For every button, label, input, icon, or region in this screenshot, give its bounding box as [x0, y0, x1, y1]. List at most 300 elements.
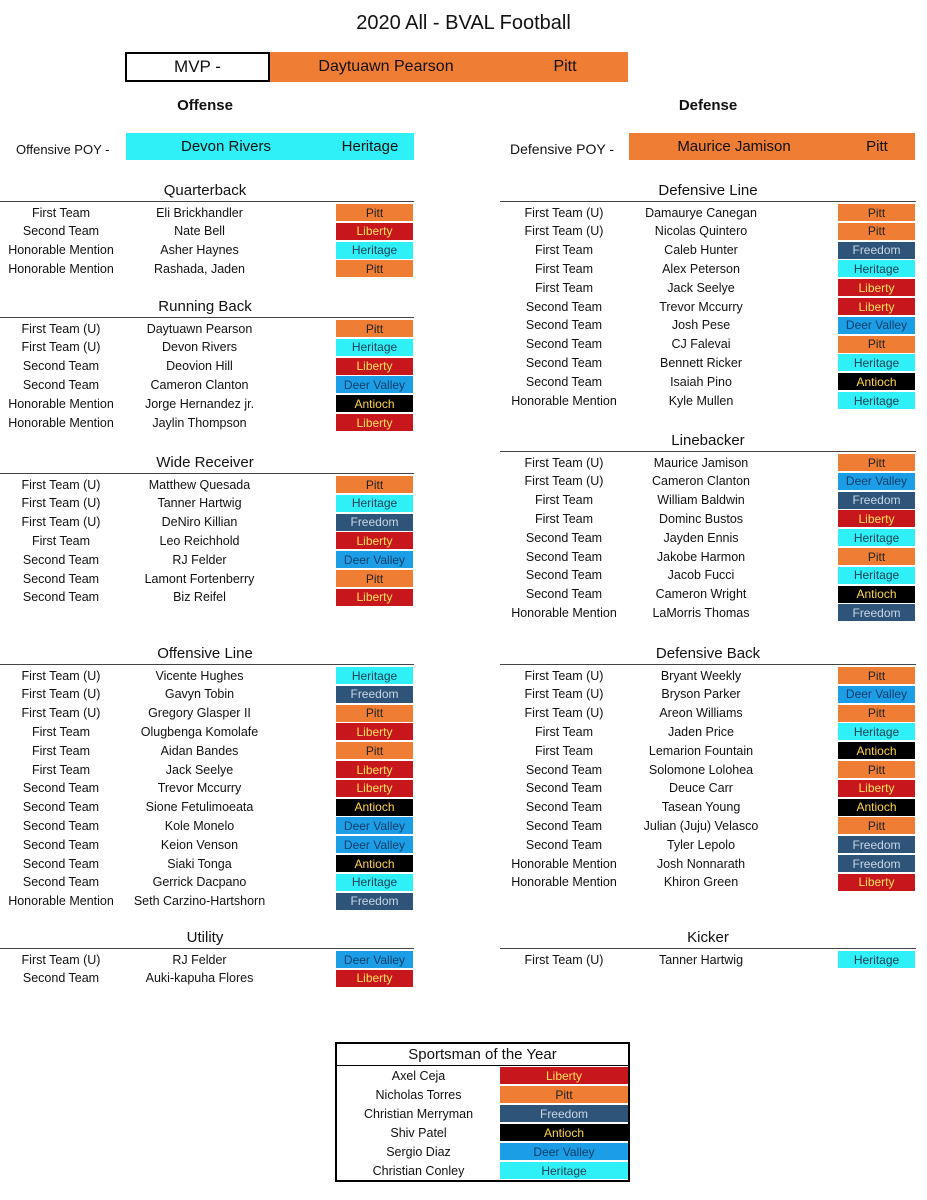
team-badge: Deer Valley	[838, 317, 915, 334]
status-cell: Second Team	[22, 359, 100, 374]
team-badge: Antioch	[336, 855, 413, 872]
status-cell: Second Team	[525, 299, 603, 314]
mvp-label: MVP -	[125, 52, 270, 82]
player-cell: Seth Carzino-Hartshorn	[133, 894, 266, 909]
player-cell: Eli Brickhandler	[156, 205, 243, 220]
status-cell: First Team	[31, 533, 91, 548]
status-cell: First Team	[31, 724, 91, 739]
player-cell: DeNiro Killian	[161, 515, 238, 530]
team-badge: Antioch	[838, 586, 915, 603]
table-row	[500, 835, 915, 854]
defensive-poy-team: Pitt	[866, 138, 888, 155]
status-cell: First Team (U)	[21, 668, 101, 683]
page-title: 2020 All - BVAL Football	[356, 12, 571, 34]
player-cell: Julian (Juju) Velasco	[643, 818, 759, 833]
player-cell: Gerrick Dacpano	[152, 875, 247, 890]
status-cell: First Team	[534, 493, 594, 508]
table-row	[500, 741, 915, 760]
status-cell: Second Team	[525, 781, 603, 796]
table-row	[500, 297, 915, 316]
team-badge: Pitt	[336, 705, 413, 722]
table-row	[500, 453, 915, 472]
table-row	[0, 375, 413, 394]
table-row	[500, 566, 915, 585]
mvp-banner	[125, 52, 628, 82]
player-cell: Vicente Hughes	[155, 668, 244, 683]
sportsman-row	[337, 1161, 628, 1180]
table-row	[500, 203, 915, 222]
team-badge: Antioch	[336, 799, 413, 816]
team-badge: Deer Valley	[336, 817, 413, 834]
section-divider	[0, 317, 414, 318]
sportsman-team-badge: Heritage	[500, 1162, 628, 1179]
sportsman-row	[337, 1066, 628, 1085]
status-cell: First Team (U)	[21, 477, 101, 492]
player-cell: Cameron Clanton	[652, 474, 750, 489]
status-cell: Second Team	[525, 818, 603, 833]
sportsman-player: Sergio Diaz	[386, 1144, 451, 1159]
table-row	[0, 513, 413, 532]
player-cell: Isaiah Pino	[670, 374, 732, 389]
section-title: Wide Receiver	[156, 454, 254, 471]
player-cell: Josh Nonnarath	[656, 856, 746, 871]
player-cell: Tanner Hartwig	[658, 952, 744, 967]
table-row	[0, 779, 413, 798]
player-cell: Deovion Hill	[166, 359, 233, 374]
table-row	[500, 547, 915, 566]
section-divider	[500, 451, 916, 452]
status-cell: Second Team	[525, 318, 603, 333]
section-divider	[500, 201, 916, 202]
status-cell: Second Team	[525, 587, 603, 602]
team-badge: Liberty	[336, 723, 413, 740]
status-cell: First Team (U)	[524, 224, 604, 239]
table-row	[500, 472, 915, 491]
sportsman-row	[337, 1085, 628, 1104]
status-cell: Second Team	[525, 549, 603, 564]
player-cell: Bryant Weekly	[660, 668, 742, 683]
sportsman-team-badge: Liberty	[500, 1067, 628, 1084]
player-cell: Keion Venson	[160, 837, 239, 852]
table-row	[500, 491, 915, 510]
player-cell: RJ Felder	[172, 552, 227, 567]
status-cell: First Team (U)	[21, 687, 101, 702]
player-cell: Khiron Green	[663, 875, 739, 890]
player-cell: Asher Haynes	[160, 243, 239, 258]
table-row	[0, 319, 413, 338]
status-cell: Second Team	[22, 781, 100, 796]
team-badge: Deer Valley	[838, 473, 915, 490]
team-badge: Liberty	[336, 532, 413, 549]
table-row	[500, 509, 915, 528]
team-badge: Liberty	[838, 780, 915, 797]
player-cell: Bryson Parker	[661, 687, 741, 702]
team-badge: Freedom	[838, 855, 915, 872]
player-cell: Jorge Hernandez jr.	[144, 396, 255, 411]
table-row	[0, 873, 413, 892]
table-row	[500, 950, 915, 969]
status-cell: First Team	[534, 743, 594, 758]
status-cell: Second Team	[525, 530, 603, 545]
status-cell: First Team	[534, 243, 594, 258]
offensive-poy-team: Heritage	[341, 138, 399, 155]
section-divider	[500, 948, 916, 949]
team-badge: Liberty	[838, 279, 915, 296]
player-cell: Tyler Lepolo	[666, 837, 736, 852]
sportsman-of-the-year-table	[335, 1042, 630, 1182]
team-badge: Heritage	[838, 392, 915, 409]
player-cell: Cameron Wright	[655, 587, 747, 602]
status-cell: First Team	[31, 205, 91, 220]
status-cell: Second Team	[22, 590, 100, 605]
player-cell: Jaylin Thompson	[152, 415, 247, 430]
player-cell: Damaurye Canegan	[645, 205, 757, 220]
section-title: Defensive Back	[655, 645, 761, 662]
player-cell: Jack Seelye	[667, 280, 735, 295]
player-cell: Devon Rivers	[161, 340, 238, 355]
table-row	[500, 779, 915, 798]
player-cell: Dominc Bustos	[658, 511, 744, 526]
table-row	[500, 528, 915, 547]
section-title: Running Back	[158, 298, 252, 315]
player-cell: Rashada, Jaden	[153, 261, 246, 276]
status-cell: Second Team	[525, 800, 603, 815]
player-cell: Tasean Young	[661, 800, 741, 815]
status-cell: Second Team	[22, 875, 100, 890]
player-cell: Kyle Mullen	[668, 393, 734, 408]
player-cell: Auki-kapuha Flores	[145, 971, 254, 986]
table-row	[500, 241, 915, 260]
player-cell: Caleb Hunter	[664, 243, 738, 258]
sportsman-player: Christian Conley	[372, 1163, 465, 1178]
team-badge: Heritage	[838, 354, 915, 371]
status-cell: Second Team	[22, 971, 100, 986]
team-badge: Liberty	[336, 589, 413, 606]
table-row	[500, 704, 915, 723]
sportsman-row	[337, 1142, 628, 1161]
player-cell: Trevor Mccurry	[157, 781, 242, 796]
player-cell: Lamont Fortenberry	[144, 571, 255, 586]
player-cell: Trevor Mccurry	[659, 299, 743, 314]
player-cell: Gregory Glasper II	[148, 706, 251, 721]
team-badge: Freedom	[336, 893, 413, 910]
team-badge: Antioch	[336, 395, 413, 412]
section-title: Offensive Line	[157, 645, 253, 662]
status-cell: Honorable Mention	[8, 261, 114, 276]
player-cell: LaMorris Thomas	[652, 605, 750, 620]
table-row	[0, 259, 413, 278]
team-badge: Liberty	[336, 780, 413, 797]
table-row	[0, 338, 413, 357]
team-badge: Freedom	[336, 514, 413, 531]
team-badge: Freedom	[838, 836, 915, 853]
table-row	[0, 203, 413, 222]
team-badge: Pitt	[838, 204, 915, 221]
table-row	[0, 816, 413, 835]
team-badge: Freedom	[336, 686, 413, 703]
table-row	[0, 588, 413, 607]
team-badge: Liberty	[336, 223, 413, 240]
status-cell: First Team (U)	[21, 706, 101, 721]
team-badge: Deer Valley	[838, 686, 915, 703]
team-badge: Liberty	[838, 298, 915, 315]
table-row	[0, 357, 413, 376]
table-row	[0, 741, 413, 760]
team-badge: Heritage	[838, 260, 915, 277]
player-cell: Nicolas Quintero	[654, 224, 748, 239]
status-cell: Second Team	[22, 837, 100, 852]
team-badge: Pitt	[838, 223, 915, 240]
table-row	[500, 760, 915, 779]
table-row	[500, 391, 915, 410]
table-row	[0, 704, 413, 723]
status-cell: First Team	[534, 280, 594, 295]
player-cell: Jacob Fucci	[667, 568, 735, 583]
sportsman-team-badge: Deer Valley	[500, 1143, 628, 1160]
status-cell: Honorable Mention	[8, 894, 114, 909]
status-cell: First Team	[31, 762, 91, 777]
team-badge: Heritage	[336, 667, 413, 684]
team-badge: Freedom	[838, 492, 915, 509]
mvp-player: Daytuawn Pearson	[270, 52, 502, 82]
table-row	[0, 969, 413, 988]
player-cell: Leo Reichhold	[159, 533, 240, 548]
status-cell: Second Team	[22, 552, 100, 567]
team-badge: Liberty	[336, 761, 413, 778]
team-badge: Pitt	[838, 817, 915, 834]
status-cell: First Team (U)	[524, 455, 604, 470]
section-divider	[500, 664, 916, 665]
team-badge: Pitt	[838, 548, 915, 565]
table-row	[500, 335, 915, 354]
status-cell: First Team (U)	[524, 668, 604, 683]
table-row	[0, 666, 413, 685]
table-row	[0, 854, 413, 873]
player-cell: CJ Falevai	[671, 337, 731, 352]
team-badge: Heritage	[838, 723, 915, 740]
status-cell: First Team (U)	[524, 952, 604, 967]
table-row	[500, 666, 915, 685]
table-row	[500, 685, 915, 704]
section-title: Defensive Line	[658, 182, 758, 199]
team-badge: Pitt	[838, 454, 915, 471]
team-badge: Pitt	[838, 336, 915, 353]
team-badge: Deer Valley	[336, 551, 413, 568]
status-cell: First Team (U)	[21, 321, 101, 336]
sportsman-player: Christian Merryman	[363, 1106, 474, 1121]
offense-heading: Offense	[177, 97, 233, 114]
status-cell: Second Team	[22, 224, 100, 239]
team-badge: Liberty	[336, 414, 413, 431]
player-cell: Sione Fetulimoeata	[145, 800, 254, 815]
status-cell: Honorable Mention	[8, 396, 114, 411]
table-row	[500, 259, 915, 278]
team-badge: Pitt	[336, 742, 413, 759]
offensive-poy-label: Offensive POY -	[16, 142, 110, 157]
sportsman-player: Shiv Patel	[390, 1125, 447, 1140]
status-cell: Second Team	[22, 818, 100, 833]
table-row	[500, 278, 915, 297]
status-cell: Honorable Mention	[511, 856, 617, 871]
section-title: Quarterback	[163, 182, 247, 199]
section-title: Utility	[186, 929, 224, 946]
player-cell: Tanner Hartwig	[157, 496, 242, 511]
team-badge: Pitt	[336, 320, 413, 337]
section-title: Kicker	[687, 929, 729, 946]
table-row	[0, 950, 413, 969]
sportsman-player: Axel Ceja	[391, 1068, 446, 1083]
team-badge: Antioch	[838, 373, 915, 390]
team-badge: Antioch	[838, 742, 915, 759]
status-cell: First Team (U)	[524, 687, 604, 702]
status-cell: First Team (U)	[21, 496, 101, 511]
player-cell: Olugbenga Komolafe	[140, 724, 259, 739]
table-row	[0, 241, 413, 260]
player-cell: Matthew Quesada	[148, 477, 251, 492]
team-badge: Liberty	[838, 510, 915, 527]
team-badge: Liberty	[336, 358, 413, 375]
table-row	[500, 316, 915, 335]
table-row	[0, 892, 413, 911]
player-cell: Jack Seelye	[165, 762, 234, 777]
player-cell: Lemarion Fountain	[648, 743, 754, 758]
sportsman-row	[337, 1104, 628, 1123]
status-cell: Honorable Mention	[511, 605, 617, 620]
status-cell: First Team	[534, 724, 594, 739]
table-row	[0, 531, 413, 550]
status-cell: First Team	[534, 511, 594, 526]
table-row	[0, 222, 413, 241]
team-badge: Deer Valley	[336, 951, 413, 968]
table-row	[500, 722, 915, 741]
status-cell: First Team (U)	[21, 515, 101, 530]
table-row	[500, 603, 915, 622]
status-cell: First Team (U)	[524, 205, 604, 220]
team-badge: Heritage	[838, 951, 915, 968]
sportsman-title: Sportsman of the Year	[337, 1044, 628, 1066]
defense-heading: Defense	[678, 97, 738, 114]
player-cell: Biz Reifel	[173, 590, 226, 605]
player-cell: William Baldwin	[657, 493, 745, 508]
status-cell: Honorable Mention	[8, 243, 114, 258]
section-divider	[0, 948, 414, 949]
status-cell: First Team (U)	[21, 952, 101, 967]
team-badge: Pitt	[336, 204, 413, 221]
team-badge: Pitt	[838, 705, 915, 722]
player-cell: RJ Felder	[172, 952, 227, 967]
table-row	[0, 413, 413, 432]
table-row	[0, 760, 413, 779]
team-badge: Heritage	[336, 242, 413, 259]
status-cell: Second Team	[525, 337, 603, 352]
player-cell: Deuce Carr	[669, 781, 733, 796]
status-cell: Honorable Mention	[511, 875, 617, 890]
status-cell: Second Team	[525, 374, 603, 389]
sportsman-player: Nicholas Torres	[375, 1087, 462, 1102]
status-cell: First Team	[31, 743, 91, 758]
offensive-poy-box	[126, 133, 414, 160]
status-cell: Second Team	[22, 377, 100, 392]
player-cell: Areon Williams	[659, 706, 743, 721]
table-row	[500, 585, 915, 604]
player-cell: Solomone Lolohea	[648, 762, 754, 777]
team-badge: Freedom	[838, 242, 915, 259]
status-cell: First Team (U)	[524, 474, 604, 489]
table-row	[500, 353, 915, 372]
player-cell: Kole Monelo	[164, 818, 235, 833]
status-cell: Second Team	[525, 837, 603, 852]
player-cell: Gavyn Tobin	[164, 687, 235, 702]
player-cell: Nate Bell	[174, 224, 225, 239]
status-cell: Second Team	[22, 571, 100, 586]
table-row	[500, 854, 915, 873]
team-badge: Heritage	[336, 339, 413, 356]
status-cell: Second Team	[22, 800, 100, 815]
team-badge: Pitt	[838, 667, 915, 684]
team-badge: Pitt	[336, 476, 413, 493]
table-row	[500, 798, 915, 817]
player-cell: Aidan Bandes	[160, 743, 239, 758]
status-cell: Honorable Mention	[511, 393, 617, 408]
status-cell: Second Team	[525, 762, 603, 777]
sportsman-rows	[337, 1066, 628, 1180]
table-row	[0, 685, 413, 704]
player-cell: Jayden Ennis	[663, 530, 739, 545]
defensive-poy-player: Maurice Jamison	[677, 138, 791, 155]
team-badge: Pitt	[336, 260, 413, 277]
player-cell: Maurice Jamison	[653, 455, 749, 470]
offensive-poy-player: Devon Rivers	[180, 138, 272, 155]
team-badge: Heritage	[838, 567, 915, 584]
player-cell: Siaki Tonga	[167, 856, 232, 871]
team-badge: Liberty	[336, 970, 413, 987]
sportsman-row	[337, 1123, 628, 1142]
table-row	[0, 394, 413, 413]
player-cell: Jakobe Harmon	[656, 549, 746, 564]
team-badge: Pitt	[838, 761, 915, 778]
player-cell: Daytuawn Pearson	[146, 321, 253, 336]
team-badge: Deer Valley	[336, 376, 413, 393]
player-cell: Jaden Price	[667, 724, 734, 739]
team-badge: Deer Valley	[336, 836, 413, 853]
table-row	[0, 494, 413, 513]
status-cell: Second Team	[525, 568, 603, 583]
defensive-poy-label: Defensive POY -	[510, 141, 615, 157]
status-cell: First Team (U)	[21, 340, 101, 355]
mvp-team: Pitt	[502, 52, 628, 82]
sportsman-team-badge: Pitt	[500, 1086, 628, 1103]
player-cell: Josh Pese	[671, 318, 731, 333]
sportsman-team-badge: Freedom	[500, 1105, 628, 1122]
status-cell: First Team	[534, 261, 594, 276]
table-row	[0, 798, 413, 817]
section-title: Linebacker	[671, 432, 745, 449]
section-divider	[0, 664, 414, 665]
team-badge: Heritage	[838, 529, 915, 546]
player-cell: Alex Peterson	[662, 261, 740, 276]
status-cell: Honorable Mention	[8, 415, 114, 430]
status-cell: Second Team	[22, 856, 100, 871]
table-row	[0, 569, 413, 588]
team-badge: Heritage	[336, 495, 413, 512]
table-row	[500, 372, 915, 391]
sportsman-team-badge: Antioch	[500, 1124, 628, 1141]
table-row	[500, 816, 915, 835]
team-badge: Pitt	[336, 570, 413, 587]
status-cell: First Team (U)	[524, 706, 604, 721]
team-badge: Freedom	[838, 604, 915, 621]
team-badge: Heritage	[336, 874, 413, 891]
